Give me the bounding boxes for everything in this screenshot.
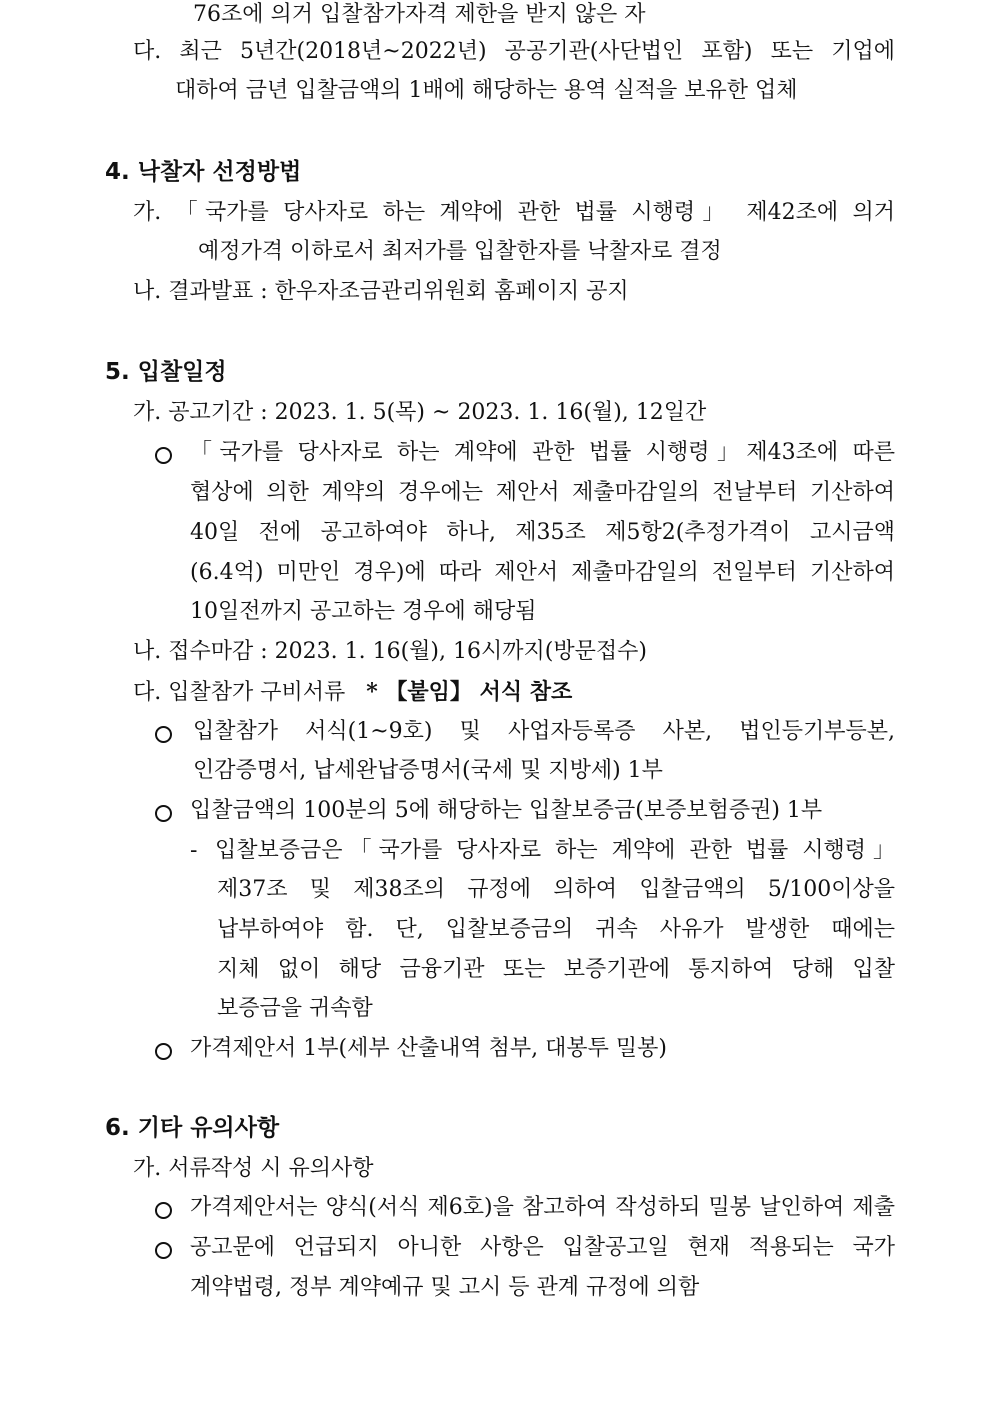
section-heading-4: 4. 낙찰자 선정방법	[105, 159, 302, 185]
text-line: 가. 공고기간 : 2023. 1. 5(목) ~ 2023. 1. 16(월), 12일간	[133, 400, 707, 425]
circle-bullet-icon	[155, 1242, 172, 1259]
circle-bullet-icon	[155, 1202, 172, 1219]
circle-bullet-icon	[155, 726, 172, 743]
text-line: 공고문에 언급되지 아니한 사항은 입찰공고일 현재 적용되는 국가	[190, 1235, 895, 1260]
text-line: 입찰금액의 100분의 5에 해당하는 입찰보증금(보증보험증권) 1부	[190, 798, 823, 823]
section-heading-6: 6. 기타 유의사항	[105, 1115, 280, 1141]
text-line: 협상에 의한 계약의 경우에는 제안서 제출마감일의 전날부터 기산하여	[190, 480, 895, 505]
text-line: 보증금을 귀속함	[217, 996, 373, 1021]
text-line: 제37조 및 제38조의 규정에 의하여 입찰금액의 5/100이상을	[217, 877, 895, 902]
text-line: 납부하여야 함. 단, 입찰보증금의 귀속 사유가 발생한 때에는	[217, 917, 895, 942]
dash-bullet: -	[190, 838, 198, 863]
text-line: 대하여 금년 입찰금액의 1배에 해당하는 용역 실적을 보유한 업체	[175, 78, 798, 103]
text-line: 지체 없이 해당 금융기관 또는 보증기관에 통지하여 당해 입찰	[217, 957, 895, 982]
text-line: 10일전까지 공고하는 경우에 해당됨	[190, 599, 537, 624]
section-heading-5: 5. 입찰일정	[105, 359, 227, 385]
circle-bullet-icon	[155, 805, 172, 822]
text-line: 40일 전에 공고하여야 하나, 제35조 제5항2(추정가격이 고시금액	[190, 520, 895, 545]
text-line: 예정가격 이하로서 최저가를 입찰한자를 낙찰자로 결정	[198, 239, 722, 264]
text-line: 나. 접수마감 : 2023. 1. 16(월), 16시까지(방문접수)	[133, 639, 647, 664]
text-line: 입찰참가 서식(1~9호) 및 사업자등록증 사본, 법인등기부등본,	[193, 719, 895, 744]
text-line: 인감증명서, 납세완납증명서(국세 및 지방세) 1부	[193, 758, 663, 783]
text-line: 나. 결과발표 : 한우자조금관리위원회 홈페이지 공지	[133, 279, 629, 304]
text-line: (6.4억) 미만인 경우)에 따라 제안서 제출마감일의 전일부터 기산하여	[190, 560, 895, 585]
attachment-note: * 【붙임】 서식 참조	[366, 679, 573, 705]
text-line: 「국가를 당사자로 하는 계약에 관한 법률 시행령」제43조에 따른	[190, 440, 895, 465]
text-line	[133, 677, 572, 708]
text-line: 가. 「국가를 당사자로 하는 계약에 관한 법률 시행령」 제42조에 의거	[133, 200, 895, 225]
text-line: 입찰보증금은「국가를 당사자로 하는 계약에 관한 법률 시행령」	[215, 838, 895, 863]
text-line: 가격제안서 1부(세부 산출내역 첨부, 대봉투 밀봉)	[190, 1036, 667, 1061]
text-segment: 다. 입찰참가 구비서류	[133, 680, 346, 705]
text-line: 76조에 의거 입찰참가자격 제한을 받지 않은 자	[193, 2, 646, 27]
text-line: 가. 서류작성 시 유의사항	[133, 1156, 374, 1181]
text-line: 가격제안서는 양식(서식 제6호)을 참고하여 작성하되 밀봉 날인하여 제출	[190, 1195, 895, 1220]
text-line: 다. 최근 5년간(2018년~2022년) 공공기관(사단법인 포함) 또는 기업에	[133, 39, 895, 64]
circle-bullet-icon	[155, 447, 172, 464]
circle-bullet-icon	[155, 1043, 172, 1060]
text-line: 계약법령, 정부 계약예규 및 고시 등 관계 규정에 의함	[190, 1275, 700, 1300]
